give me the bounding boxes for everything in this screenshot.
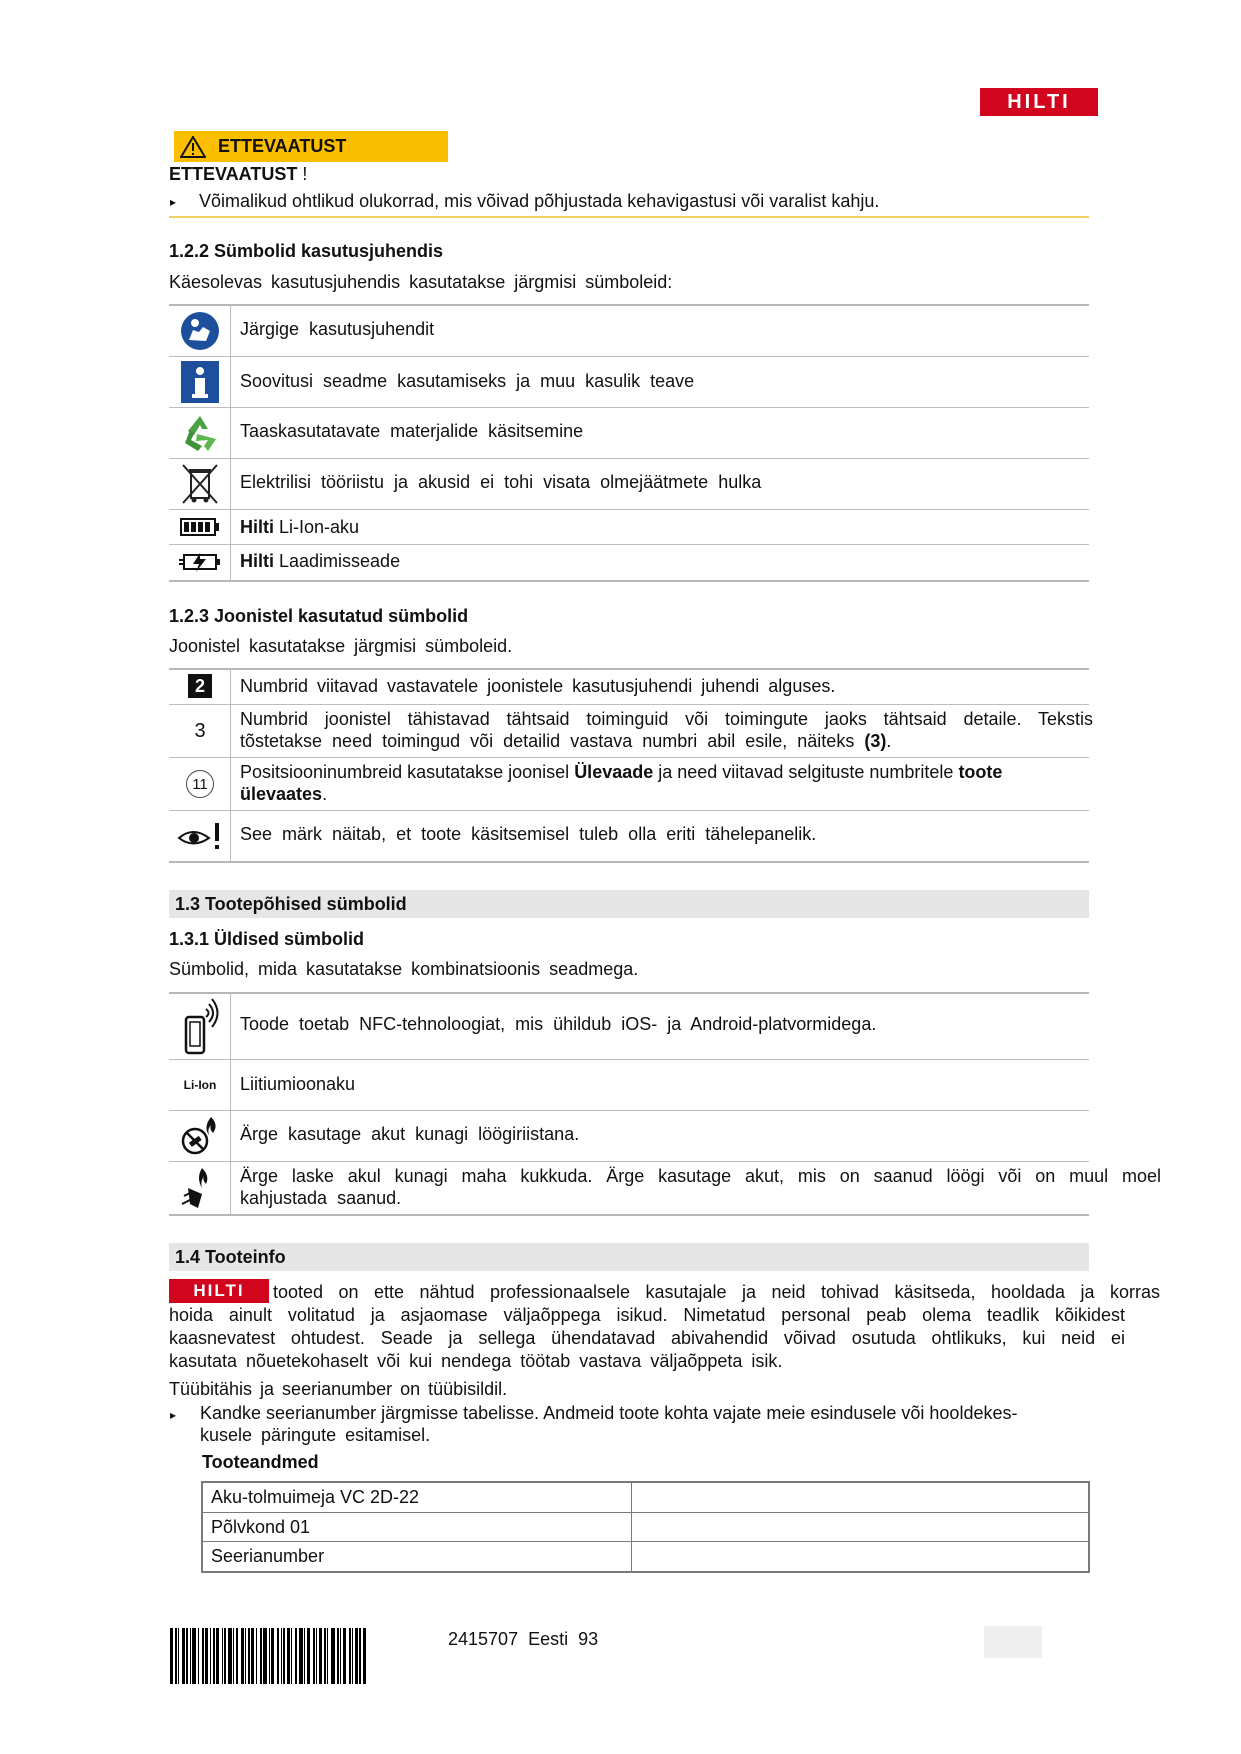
- table-row-divider: [203, 1541, 1088, 1542]
- position-number-circle: 11: [186, 770, 214, 798]
- symbol-cell: [171, 812, 229, 860]
- product-info-line: kaasnevatest ohtudest. Seade ja sellega ühendatavad abivahendid võivad osutuda ohtlikuks, kui neid ei: [169, 1328, 1125, 1348]
- section-intro-122: Käesolevas kasutusjuhendis kasutatakse järgmisi sümboleid:: [169, 272, 673, 292]
- column-divider: [230, 993, 231, 1214]
- symbol-text: Soovitusi seadme kasutamiseks ja muu kasulik teave: [240, 371, 695, 391]
- row-divider: [169, 757, 1089, 758]
- section-intro-131: Sümbolid, mida kasutatakse kombinatsioonis seadmega.: [169, 959, 639, 979]
- symbol-text-line: Ärge laske akul kunagi maha kukkuda. Ärge kasutage akut, mis on saanud löögi või on muul moel: [240, 1166, 1161, 1186]
- row-divider: [169, 704, 1089, 705]
- symbol-cell: [171, 460, 229, 508]
- symbol-text-line: ülevaates.: [240, 784, 328, 804]
- info-icon: [181, 361, 219, 403]
- symbol-text-line: Numbrid joonistel tähistavad tähtsaid toiminguid või toimingute jaoks tähtsaid detaile. Tekstis: [240, 709, 1093, 729]
- type-plate-text: Tüübitähis ja seerianumber on tüübisildil.: [169, 1379, 508, 1399]
- symbol-cell: [171, 671, 229, 701]
- symbol-text: Toode toetab NFC-tehnoloogiat, mis ühildub iOS- ja Android-platvormidega.: [240, 1014, 877, 1034]
- serial-instruction-line: kusele päringute esitamisel.: [200, 1425, 431, 1445]
- symbol-text-line: Positsiooninumbreid kasutatakse joonisel Ülevaade ja need viitavad selgituste numbritele toote: [240, 762, 1003, 782]
- serial-instruction-line: Kandke seerianumber järgmisse tabelisse. Andmeid toote kohta vajate meie esindusele või hooldekes-: [200, 1403, 1018, 1423]
- symbol-cell: [171, 1163, 229, 1213]
- symbol-cell: [171, 546, 229, 578]
- table-top-rule: [169, 992, 1089, 994]
- no-trash-icon: [180, 463, 220, 505]
- symbol-cell: [171, 706, 229, 756]
- symbol-text: Numbrid viitavad vastavatele joonistele kasutusjuhendi juhendi alguses.: [240, 676, 836, 696]
- row-divider: [169, 356, 1089, 357]
- no-hammer-icon: [179, 1115, 221, 1157]
- barcode: [170, 1628, 425, 1684]
- step-number: 3: [194, 719, 206, 742]
- warning-divider: [169, 216, 1089, 218]
- row-divider: [169, 407, 1089, 408]
- table-top-rule: [169, 668, 1089, 670]
- row-divider: [169, 1161, 1089, 1162]
- symbol-text: Hilti Li-Ion-aku: [240, 517, 360, 537]
- warning-banner: [174, 131, 448, 162]
- footer-page-info: 2415707 Eesti 93: [448, 1629, 599, 1649]
- section-title-122: 1.2.2 Sümbolid kasutusjuhendis: [169, 241, 444, 261]
- table-top-rule: [169, 304, 1089, 306]
- symbol-text-line: tõstetakse need toimingud või detailid vastava numbri abil esile, näiteks (3).: [240, 731, 892, 751]
- symbol-text: Ärge kasutage akut kunagi löögiriistana.: [240, 1124, 580, 1144]
- symbol-cell: [171, 409, 229, 457]
- charger-icon: [178, 551, 222, 573]
- figure-number-box: 2: [188, 674, 212, 698]
- no-drop-icon: [180, 1166, 220, 1210]
- section-title-123: 1.2.3 Joonistel kasutatud sümbolid: [169, 606, 469, 626]
- table-bottom-rule: [169, 861, 1089, 863]
- symbol-text: Taaskasutatavate materjalide käsitsemine: [240, 421, 584, 441]
- symbol-text-line: kahjustada saanud.: [240, 1188, 402, 1208]
- recycle-icon: [180, 413, 220, 453]
- symbol-text: Hilti Laadimisseade: [240, 551, 401, 571]
- row-divider: [169, 810, 1089, 811]
- product-data-title: Tooteandmed: [202, 1452, 319, 1472]
- product-info-line: tooted on ette nähtud professionaalsele kasutajale ja neid tohivad käsitseda, hooldada ja korras: [273, 1282, 1160, 1302]
- section-intro-123: Joonistel kasutatakse järgmisi sümboleid.: [169, 636, 513, 656]
- symbol-cell: [171, 995, 229, 1058]
- row-divider: [169, 1110, 1089, 1111]
- symbol-cell: [171, 358, 229, 406]
- bullet-icon: ▸: [170, 195, 177, 209]
- symbol-text: Järgige kasutusjuhendit: [240, 319, 435, 339]
- symbol-text: Elektrilisi tööriistu ja akusid ei tohi visata olmejäätmete hulka: [240, 472, 762, 492]
- bullet-icon: ▸: [170, 1408, 177, 1422]
- table-bottom-rule: [169, 580, 1089, 582]
- table-row-divider: [203, 1512, 1088, 1513]
- table-cell-label: Aku-tolmuimeja VC 2D-22: [211, 1487, 420, 1507]
- table-column-divider: [631, 1483, 632, 1571]
- warning-banner-label: ETTEVAATUST: [218, 136, 347, 156]
- section-bar-13: 1.3 Tootepõhised sümbolid: [169, 890, 1089, 918]
- footer-page-tab: [984, 1626, 1042, 1658]
- symbol-cell: [171, 1112, 229, 1160]
- section-title-131: 1.3.1 Üldised sümbolid: [169, 929, 365, 949]
- symbol-text: Liitiumioonaku: [240, 1074, 356, 1094]
- hilti-logo: HILTI: [980, 88, 1098, 116]
- row-divider: [169, 509, 1089, 510]
- warning-heading: ETTEVAATUST !: [169, 164, 308, 184]
- column-divider: [230, 669, 231, 861]
- row-divider: [169, 458, 1089, 459]
- battery-icon: [180, 518, 220, 536]
- row-divider: [169, 1059, 1089, 1060]
- product-data-table: [201, 1481, 1090, 1573]
- eye-attention-icon: [177, 821, 223, 851]
- warning-bullet-text: Võimalikud ohtlikud olukorrad, mis võivad põhjustada kehavigastusi või varalist kahju.: [199, 191, 880, 211]
- hilti-inline-logo: HILTI: [169, 1279, 269, 1303]
- warning-triangle-icon: [180, 136, 206, 158]
- product-info-line: kasutata nõuetekohaselt või kui nendega töötab vastava väljaõppeta isik.: [169, 1351, 783, 1371]
- symbol-cell: [171, 759, 229, 809]
- manual-icon: [179, 310, 221, 352]
- symbol-cell: [171, 307, 229, 355]
- nfc-phone-icon: [180, 997, 220, 1057]
- product-info-line: hoida ainult volitatud ja asjaomase väljaõppega isikud. Nimetatud personal peab olema teadlik kõikidest: [169, 1305, 1125, 1325]
- table-bottom-rule: [169, 1214, 1089, 1216]
- table-cell-label: Seerianumber: [211, 1546, 325, 1566]
- row-divider: [169, 544, 1089, 545]
- li-ion-symbol: Li-Ion: [183, 1078, 217, 1092]
- table-cell-label: Põlvkond 01: [211, 1517, 311, 1537]
- symbol-cell: [171, 511, 229, 543]
- symbol-text: See märk näitab, et toote käsitsemisel tuleb olla eriti tähelepanelik.: [240, 824, 817, 844]
- symbol-cell: [171, 1061, 229, 1109]
- column-divider: [230, 305, 231, 580]
- section-bar-14: 1.4 Tooteinfo: [169, 1243, 1089, 1271]
